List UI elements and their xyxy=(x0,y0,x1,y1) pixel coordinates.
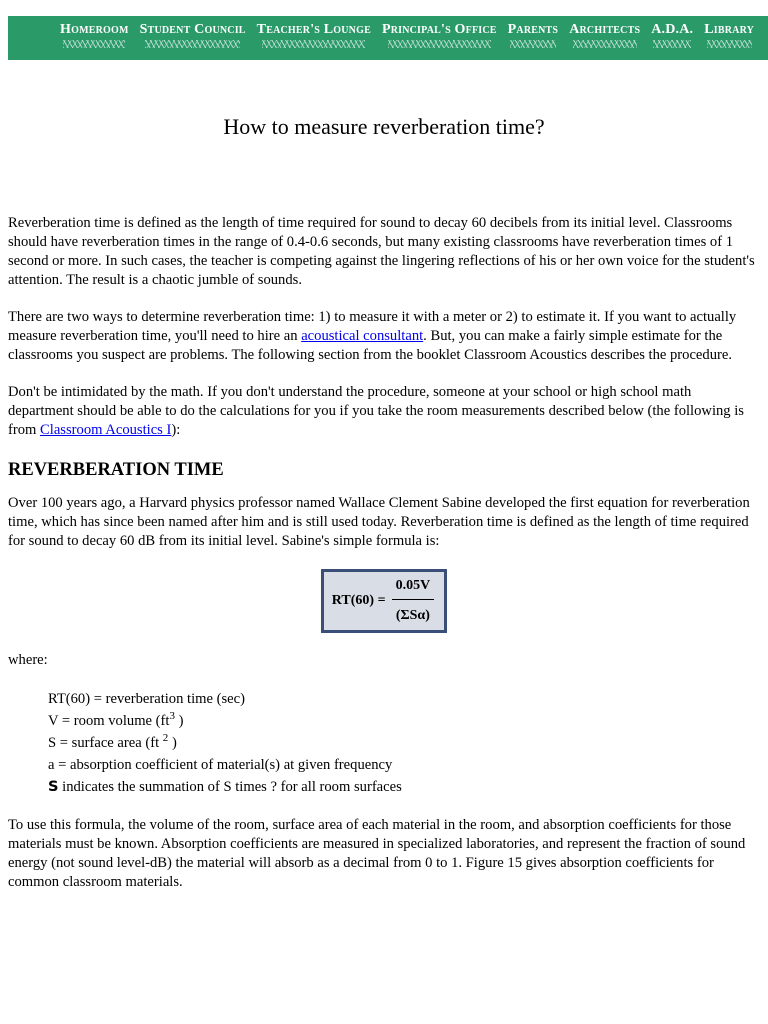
formula-fraction xyxy=(392,576,435,625)
nav-link-parents[interactable] xyxy=(508,21,559,48)
sabine-paragraph: Over 100 years ago, a Harvard physics professor named Wallace Clement Sabine developed the first equation for reverberation time, which has since been named after him and is still used today. Reverberation time is defined as the length of time required for sound to decay 60 dB from its initial level. Sabine's simple formula is: xyxy=(8,495,750,549)
nav-link-library[interactable] xyxy=(704,21,754,48)
nav-link-student-council[interactable] xyxy=(140,21,246,48)
formula-lhs: RT(60) = xyxy=(331,592,386,608)
nav-link-label: Architects xyxy=(569,22,641,37)
where-label: where: xyxy=(8,652,48,668)
intro-paragraph: Reverberation time is defined as the length of time required for sound to decay 60 decibels from its initial level. Classrooms should have reverberation times in the range of 0.4-0.6 seconds, but many existing classrooms have reverberation times of 1 second or more. In such cases, the teacher is competing against the lingering reflections of his or her own voice for the student's attention. The result is a chaotic jumble of sounds. xyxy=(8,215,755,288)
paragraph-text: Don't be intimidated by the math. If you don't understand the procedure, someone at your school or high school math department should be able to do the calculations for you if you take the room measurements described below (the following is from xyxy=(8,384,744,438)
page-title: How to measure reverberation time? xyxy=(223,114,545,139)
variable-definitions xyxy=(48,688,760,798)
definition-summation xyxy=(48,776,760,798)
nav-link-ada[interactable] xyxy=(651,21,693,48)
nav-decoration xyxy=(653,40,691,48)
math-note-paragraph xyxy=(8,383,760,440)
nav-decoration xyxy=(145,40,240,48)
paragraph-text: ): xyxy=(171,422,181,438)
nav-link-label: Teacher's Lounge xyxy=(256,22,371,37)
acoustical-consultant-link[interactable]: acoustical consultant xyxy=(301,328,424,344)
nav-decoration xyxy=(388,40,491,48)
definition-v xyxy=(48,710,760,732)
paragraph-text: . But, you can make a fairly simple estimate for the classrooms you suspect are problems. The following section from the booklet Classroom Acoustics describes the procedure. xyxy=(8,328,732,363)
formula-numerator: 0.05V xyxy=(392,576,435,600)
nav-link-homeroom[interactable] xyxy=(60,21,129,48)
definition-text: S = surface area (ft xyxy=(48,735,163,751)
article-content xyxy=(8,214,760,910)
definition-text: ) xyxy=(174,713,184,729)
definition-a: a = absorption coefficient of material(s) at given frequency xyxy=(48,757,393,773)
nav-link-teachers-lounge[interactable] xyxy=(257,21,371,48)
summation-symbol: S xyxy=(48,778,59,795)
formula-figure xyxy=(8,569,760,633)
superscript: 3 xyxy=(169,710,175,723)
definition-text: ) xyxy=(168,735,177,751)
nav-decoration xyxy=(707,40,752,48)
formula-denominator: (ΣSα) xyxy=(395,607,430,623)
definition-rt: RT(60) = reverberation time (sec) xyxy=(48,691,245,707)
nav-decoration xyxy=(262,40,365,48)
definition-text: indicates the summation of S times ? for all room surfaces xyxy=(58,779,402,795)
paragraph-text: There are two ways to determine reverberation time: 1) to measure it with a meter or 2) to estimate it. If you want to actually measure reverberation time, you'll need to hire an xyxy=(8,309,737,344)
nav-link-label: Parents xyxy=(507,22,559,37)
nav-decoration xyxy=(510,40,555,48)
sabine-formula xyxy=(321,569,447,633)
nav-link-principals-office[interactable] xyxy=(382,21,497,48)
nav-link-label: Student Council xyxy=(139,22,246,37)
nav-link-label: Homeroom xyxy=(60,22,129,37)
formula-usage-paragraph: To use this formula, the volume of the room, surface area of each material in the room, and absorption coefficients for those materials must be known. Absorption coefficients are measured in specialized laboratories, and represent the fraction of sound energy (not sound level-dB) the material will absorb as a decimal from 0 to 1. Figure 15 gives absorption coefficients for common classroom materials. xyxy=(8,817,746,890)
nav-link-label: A.D.A. xyxy=(651,22,694,37)
definition-s xyxy=(48,732,760,754)
nav-decoration xyxy=(63,40,125,48)
measurement-methods-paragraph xyxy=(8,308,760,365)
nav-decoration xyxy=(573,40,637,48)
classroom-acoustics-link[interactable]: Classroom Acoustics I xyxy=(40,422,172,438)
section-heading: REVERBERATION TIME xyxy=(8,460,224,480)
nav-link-architects[interactable] xyxy=(569,21,640,48)
superscript: 2 xyxy=(162,732,169,745)
nav-link-label: Principal's Office xyxy=(381,22,497,37)
nav-link-label: Library xyxy=(704,22,755,37)
definition-text: V = room volume (ft xyxy=(48,713,170,729)
top-navigation-bar xyxy=(8,16,768,60)
